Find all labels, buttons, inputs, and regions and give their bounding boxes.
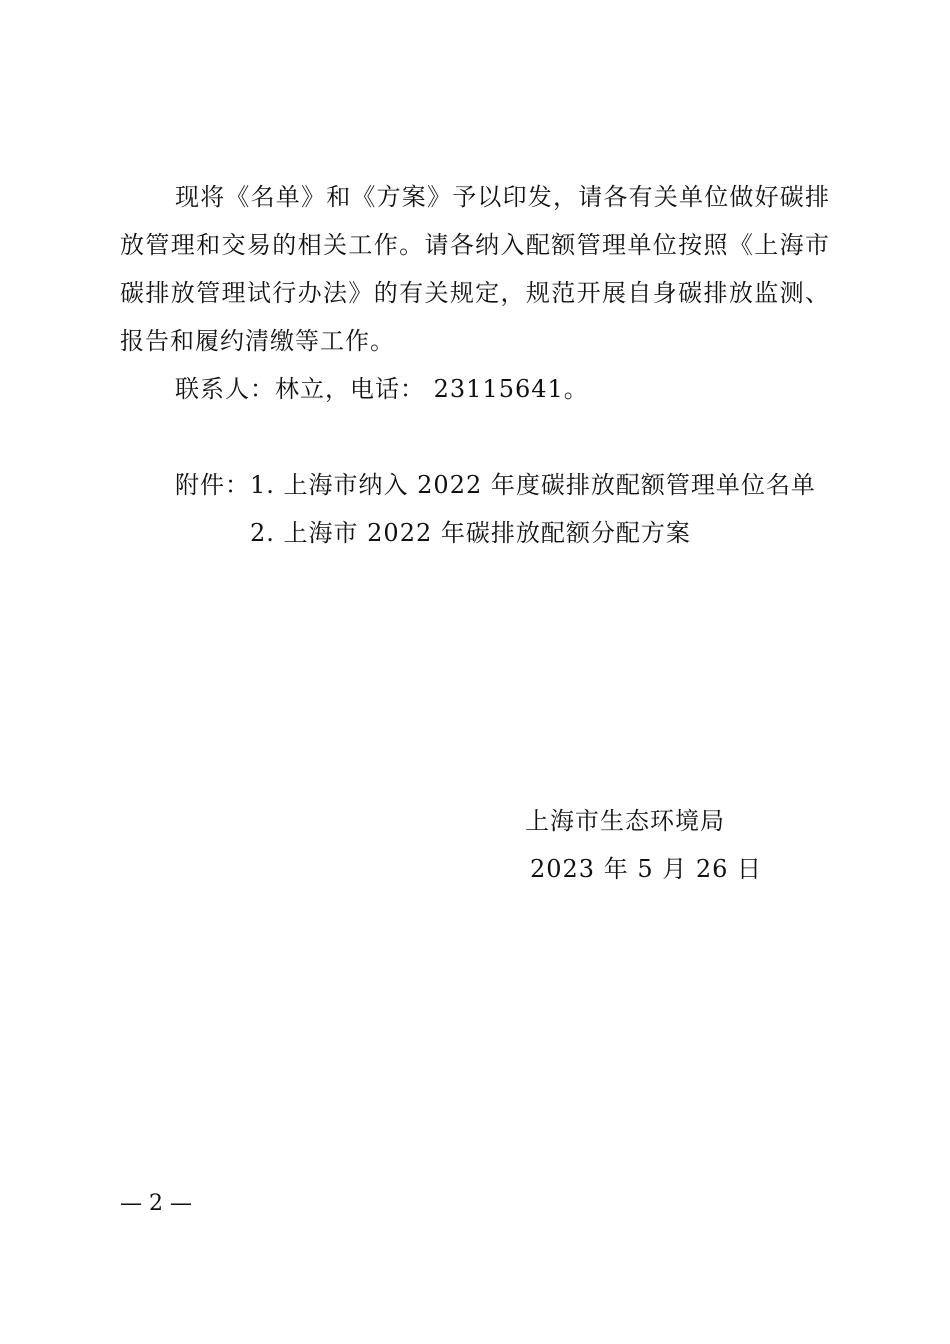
page-number: — 2 — bbox=[120, 1191, 192, 1216]
attachment-item-2: 2. 上海市 2022 年碳排放配额分配方案 bbox=[250, 519, 691, 547]
body-paragraph-line-2: 放管理和交易的相关工作。请各纳入配额管理单位按照《上海市 bbox=[120, 231, 830, 259]
issuing-organization: 上海市生态环境局 bbox=[525, 807, 725, 835]
attachment-item-1: 附件：1. 上海市纳入 2022 年度碳排放配额管理单位名单 bbox=[175, 471, 816, 499]
body-paragraph-line-3: 碳排放管理试行办法》的有关规定，规范开展自身碳排放监测、 bbox=[120, 279, 830, 307]
body-paragraph-line-4: 报告和履约清缴等工作。 bbox=[120, 327, 395, 355]
issue-date: 2023 年 5 月 26 日 bbox=[530, 855, 763, 883]
body-paragraph-line-1: 现将《名单》和《方案》予以印发，请各有关单位做好碳排 bbox=[175, 183, 830, 211]
contact-line: 联系人：林立，电话： 23115641。 bbox=[175, 375, 589, 403]
